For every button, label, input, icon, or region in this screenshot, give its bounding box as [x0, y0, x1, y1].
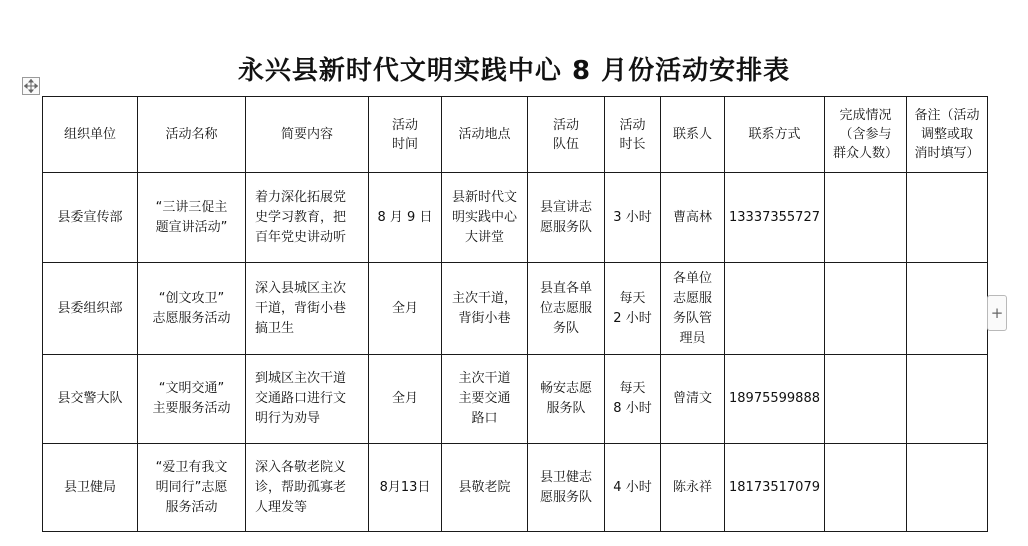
- cell-status[interactable]: [825, 355, 907, 444]
- cell-time[interactable]: 8 月 9 日: [369, 173, 442, 263]
- cell-remark[interactable]: [907, 444, 988, 532]
- cell-team[interactable]: 县直各单 位志愿服 务队: [528, 263, 605, 355]
- cell-content[interactable]: 深入各敬老院义 诊，帮助孤寡老 人理发等: [246, 444, 369, 532]
- cell-status[interactable]: [825, 263, 907, 355]
- cell-team[interactable]: 畅安志愿 服务队: [528, 355, 605, 444]
- cell-remark[interactable]: [907, 355, 988, 444]
- cell-location[interactable]: 主次干道， 背街小巷: [442, 263, 528, 355]
- cell-time[interactable]: 全月: [369, 263, 442, 355]
- cell-org[interactable]: 县委组织部: [43, 263, 138, 355]
- cell-location[interactable]: 主次干道 主要交通 路口: [442, 355, 528, 444]
- table-row: [43, 263, 988, 355]
- cell-org[interactable]: 县卫健局: [43, 444, 138, 532]
- cell-org[interactable]: 县交警大队: [43, 355, 138, 444]
- cell-activity-name[interactable]: “三讲三促主 题宣讲活动”: [138, 173, 246, 263]
- header-cell-org[interactable]: 组织单位: [43, 97, 138, 173]
- header-cell-content[interactable]: 简要内容: [246, 97, 369, 173]
- cell-time[interactable]: 全月: [369, 355, 442, 444]
- cell-remark[interactable]: [907, 173, 988, 263]
- cell-team[interactable]: 县宣讲志 愿服务队: [528, 173, 605, 263]
- cell-duration[interactable]: 每天 8 小时: [605, 355, 661, 444]
- table-row: [43, 355, 988, 444]
- cell-activity-name[interactable]: “创文攻卫” 志愿服务活动: [138, 263, 246, 355]
- cell-contact[interactable]: 曹高林: [661, 173, 725, 263]
- header-cell-team[interactable]: 活动 队伍: [528, 97, 605, 173]
- cell-phone[interactable]: [725, 263, 825, 355]
- header-cell-status[interactable]: 完成情况 （含参与 群众人数）: [825, 97, 907, 173]
- cell-activity-name[interactable]: “爱卫有我文 明同行”志愿 服务活动: [138, 444, 246, 532]
- cell-content[interactable]: 深入县城区主次 干道，背街小巷 搞卫生: [246, 263, 369, 355]
- cell-time[interactable]: 8月13日: [369, 444, 442, 532]
- cell-duration[interactable]: 4 小时: [605, 444, 661, 532]
- header-cell-name[interactable]: 活动名称: [138, 97, 246, 173]
- header-cell-location[interactable]: 活动地点: [442, 97, 528, 173]
- header-cell-contact[interactable]: 联系人: [661, 97, 725, 173]
- cell-content[interactable]: 到城区主次干道 交通路口进行文 明行为劝导: [246, 355, 369, 444]
- cell-duration[interactable]: 3 小时: [605, 173, 661, 263]
- cell-team[interactable]: 县卫健志 愿服务队: [528, 444, 605, 532]
- plus-icon[interactable]: +: [987, 295, 1007, 331]
- cell-content[interactable]: 着力深化拓展党 史学习教育，把 百年党史讲动听: [246, 173, 369, 263]
- cell-phone[interactable]: 18975599888: [725, 355, 825, 444]
- activity-schedule-table: [42, 96, 988, 532]
- cell-remark[interactable]: [907, 263, 988, 355]
- cell-duration[interactable]: 每天 2 小时: [605, 263, 661, 355]
- table-row: [43, 173, 988, 263]
- header-row: [43, 97, 988, 173]
- cell-phone[interactable]: 13337355727: [725, 173, 825, 263]
- header-cell-time[interactable]: 活动 时间: [369, 97, 442, 173]
- document-title: 永兴县新时代文明实践中心 8 月份活动安排表: [237, 56, 791, 86]
- cell-status[interactable]: [825, 173, 907, 263]
- header-cell-phone[interactable]: 联系方式: [725, 97, 825, 173]
- table-row: [43, 444, 988, 532]
- header-cell-duration[interactable]: 活动 时长: [605, 97, 661, 173]
- cell-location[interactable]: 县敬老院: [442, 444, 528, 532]
- cell-status[interactable]: [825, 444, 907, 532]
- cell-contact[interactable]: 曾清文: [661, 355, 725, 444]
- cell-org[interactable]: 县委宣传部: [43, 173, 138, 263]
- cell-location[interactable]: 县新时代文 明实践中心 大讲堂: [442, 173, 528, 263]
- header-cell-remark[interactable]: 备注（活动 调整或取 消时填写）: [907, 97, 988, 173]
- cell-contact[interactable]: 陈永祥: [661, 444, 725, 532]
- cell-phone[interactable]: 18173517079: [725, 444, 825, 532]
- cell-contact[interactable]: 各单位 志愿服 务队管 理员: [661, 263, 725, 355]
- cell-activity-name[interactable]: “文明交通” 主要服务活动: [138, 355, 246, 444]
